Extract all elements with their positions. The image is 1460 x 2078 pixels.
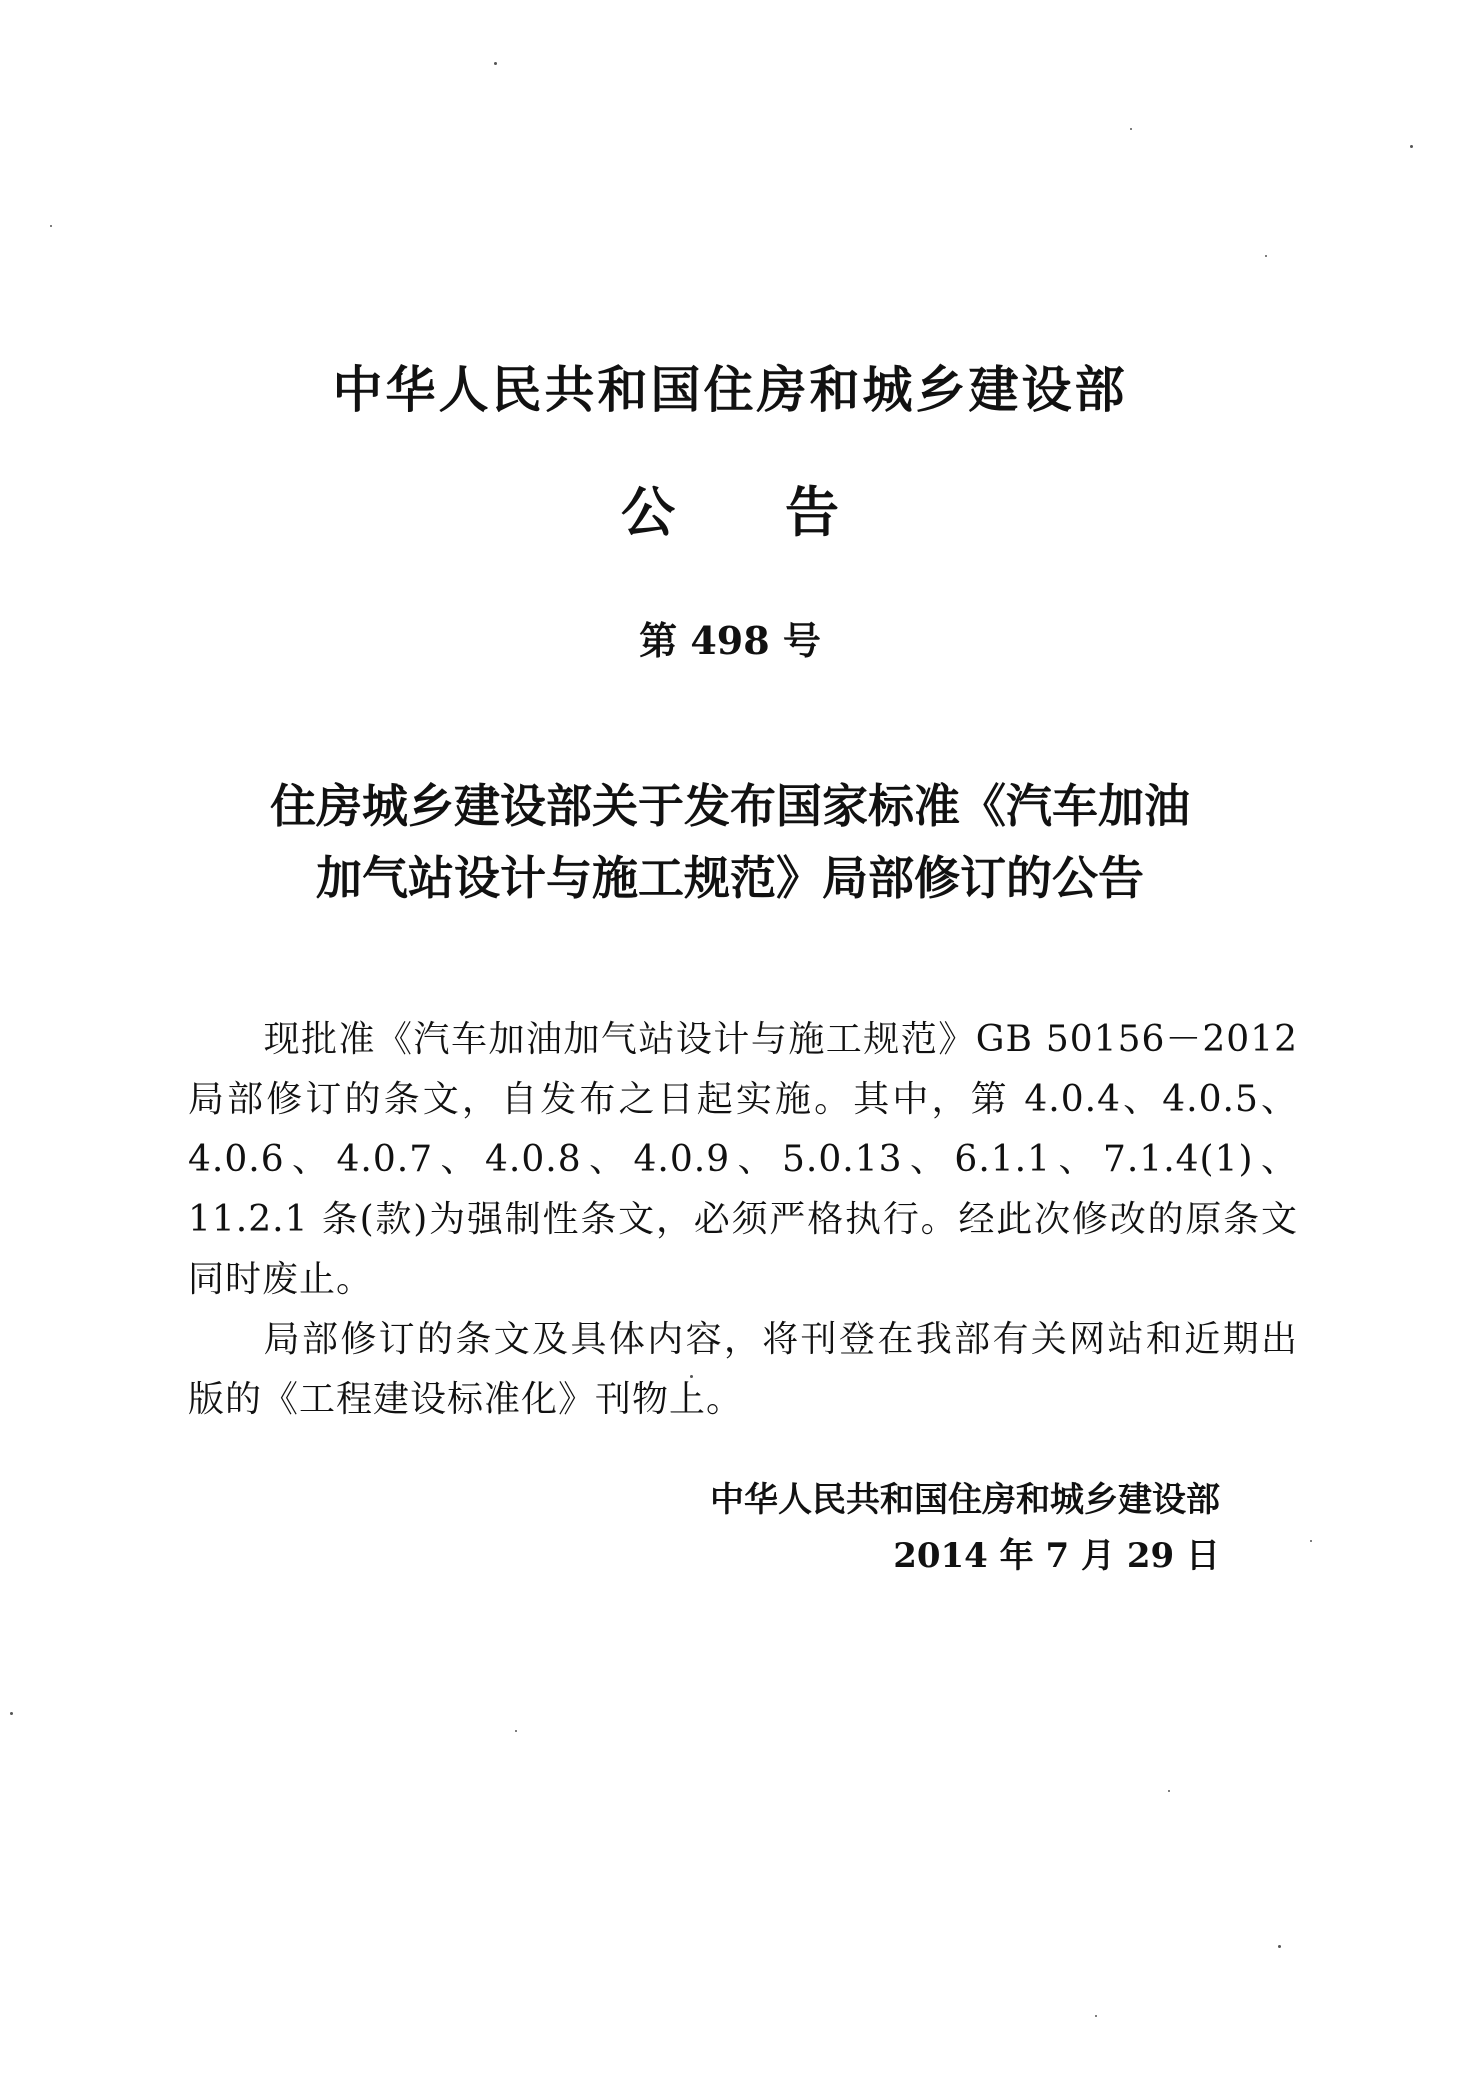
- scan-speck: [1265, 255, 1267, 257]
- notice-body: [188, 1010, 1298, 1430]
- signature-issuer: 中华人民共和国住房和城乡建设部: [710, 1480, 1220, 1520]
- scan-speck: [494, 62, 497, 65]
- scan-speck: [1310, 1540, 1312, 1542]
- scan-speck: [1278, 1945, 1281, 1948]
- signature-date: 2014 年 7 月 29 日: [893, 1536, 1220, 1576]
- body-paragraph-2: 局部修订的条文及具体内容，将刊登在我部有关网站和近期出版的《工程建设标准化》刊物上。: [188, 1319, 1298, 1420]
- scan-speck: [1095, 2015, 1097, 2017]
- body-paragraph-1: 现批准《汽车加油加气站设计与施工规范》GB 50156－2012局部修订的条文，自发布之日起实施。其中，第 4.0.4、4.0.5、4.0.6、4.0.7、4.0.8、4.0.9、5.0.13、6.1.1、7.1.4(1)、11.2.1 条(款)为强制性条文，必须严格执行。经此次修改的原条文同时废止。: [188, 1019, 1298, 1300]
- scan-speck: [1168, 1790, 1170, 1792]
- scan-speck: [515, 1730, 517, 1732]
- signature-block: [580, 1472, 1220, 1584]
- notice-subject: [0, 770, 1460, 914]
- notice-title: 公告: [621, 481, 949, 544]
- ministry-title: 中华人民共和国住房和城乡建设部: [332, 361, 1128, 419]
- subject-line-2: 加气站设计与施工规范》局部修订的公告: [316, 851, 1144, 905]
- scan-speck: [50, 225, 52, 227]
- scan-speck: [690, 1375, 693, 1378]
- subject-line-1: 住房城乡建设部关于发布国家标准《汽车加油: [270, 779, 1190, 833]
- scan-speck: [1410, 145, 1413, 148]
- scan-speck: [10, 1712, 13, 1715]
- scan-speck: [1130, 128, 1132, 130]
- notice-number: 第 498 号: [639, 618, 821, 663]
